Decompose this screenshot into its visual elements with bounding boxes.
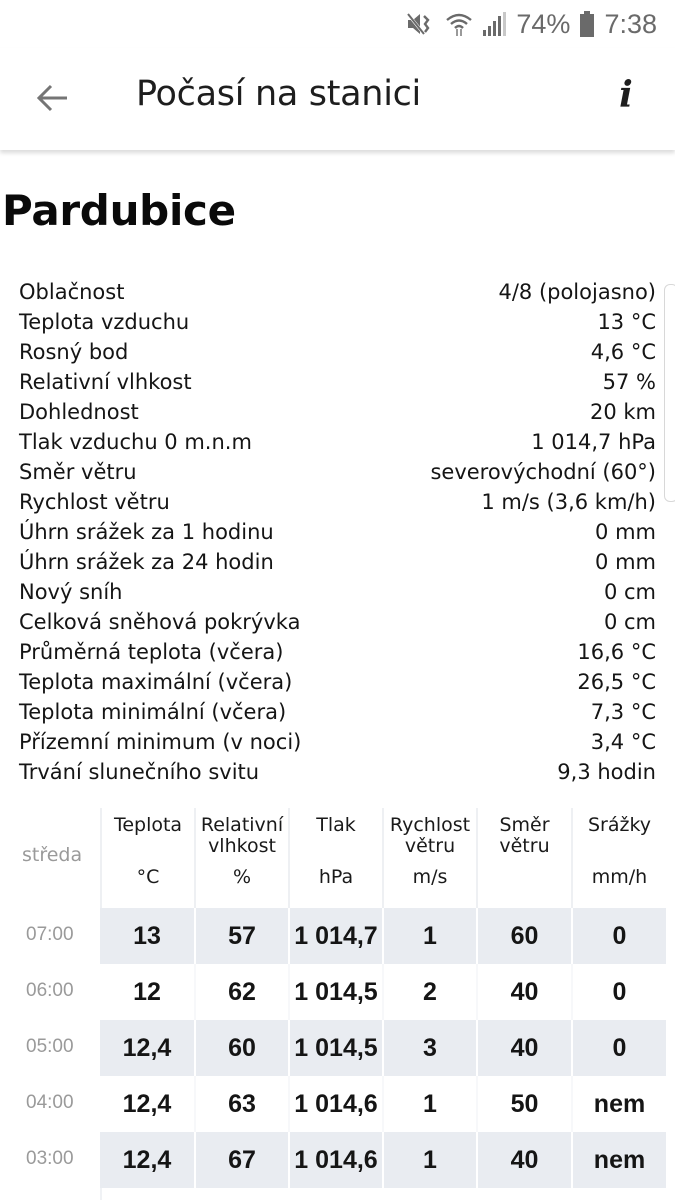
row-time: 07:00 — [26, 924, 74, 945]
summary-row — [19, 487, 656, 517]
scrollbar-thumb[interactable] — [664, 284, 675, 502]
row-cells — [100, 908, 666, 964]
column-title: Tlak — [316, 814, 356, 836]
summary-value: 7,3 °C — [590, 700, 656, 724]
cell-wind-direction: 50 — [476, 1076, 571, 1132]
row-time: 03:00 — [26, 1148, 74, 1169]
summary-label: Teplota vzduchu — [19, 310, 190, 334]
cell-pressure: 1 014,5 — [288, 964, 382, 1020]
summary-row — [19, 307, 656, 337]
summary-label: Relativní vlhkost — [19, 370, 192, 394]
cell-wind-direction: 40 — [476, 964, 571, 1020]
page-title: Počasí na stanici — [136, 74, 421, 114]
cell-precipitation: 0 — [571, 908, 666, 964]
column-unit: mm/h — [591, 866, 648, 888]
summary-row — [19, 757, 656, 787]
summary-row — [19, 727, 656, 757]
summary-value: severovýchodní (60°) — [430, 460, 656, 484]
row-cells — [100, 1188, 666, 1200]
summary-row — [19, 607, 656, 637]
summary-value: 3,4 °C — [590, 730, 656, 754]
cell-humidity: 67 — [194, 1132, 288, 1188]
info-button[interactable] — [611, 74, 641, 124]
cell-wind-speed: 2 — [382, 964, 476, 1020]
cell-temperature: 13 — [133, 922, 161, 950]
cell-wind-direction: 40 — [476, 1132, 571, 1188]
summary-row — [19, 577, 656, 607]
column-title: Směr — [499, 814, 550, 836]
cell-temperature: 12 — [133, 978, 161, 1006]
summary-value: 0 mm — [595, 520, 656, 544]
summary-value: 4/8 (polojasno) — [498, 280, 656, 304]
mute-icon — [406, 12, 436, 36]
table-row — [0, 1020, 675, 1076]
summary-value: 20 km — [589, 400, 656, 424]
arrow-left-icon — [36, 84, 68, 116]
column-unit: m/s — [412, 866, 448, 888]
row-cells — [100, 964, 666, 1020]
summary-value: 0 cm — [603, 580, 656, 604]
summary-label: Trvání slunečního svitu — [19, 760, 260, 784]
column-header-wind-speed — [382, 808, 476, 908]
table-header — [0, 808, 675, 908]
app-bar — [0, 48, 675, 150]
summary-row — [19, 337, 656, 367]
summary-value: 0 mm — [595, 550, 656, 574]
summary-row — [19, 667, 656, 697]
day-label: středa — [22, 844, 83, 866]
row-time: 04:00 — [26, 1092, 74, 1113]
row-time: 06:00 — [26, 980, 74, 1001]
cell-wind-speed: 1 — [382, 908, 476, 964]
cell-humidity: 63 — [194, 1076, 288, 1132]
summary-row — [19, 367, 656, 397]
column-header-wind-direction — [476, 808, 571, 908]
summary-value: 26,5 °C — [577, 670, 656, 694]
station-name: Pardubice — [2, 186, 236, 235]
cell-wind-speed: 1 — [382, 1132, 476, 1188]
summary-row — [19, 427, 656, 457]
summary-value: 0 cm — [603, 610, 656, 634]
summary-list — [19, 277, 656, 787]
cell-pressure: 1 014,6 — [288, 1076, 382, 1132]
cell-wind-speed: 3 — [382, 1020, 476, 1076]
column-unit: % — [232, 866, 252, 888]
cell-wind-speed: 1 — [382, 1076, 476, 1132]
summary-label: Teplota minimální (včera) — [19, 700, 287, 724]
cell-wind-direction: 40 — [476, 1020, 571, 1076]
summary-value: 57 % — [602, 370, 656, 394]
battery-percent: 74% — [516, 8, 571, 39]
column-title: Relativní — [200, 814, 284, 836]
cell-pressure: 1 014,7 — [288, 908, 382, 964]
cell-temperature: 12,4 — [122, 1034, 172, 1062]
summary-label: Dohlednost — [19, 400, 139, 424]
summary-row — [19, 547, 656, 577]
row-time: 05:00 — [26, 1036, 74, 1057]
row-cells — [100, 1076, 666, 1132]
table-row — [0, 1076, 675, 1132]
summary-label: Průměrná teplota (včera) — [19, 640, 284, 664]
summary-label: Tlak vzduchu 0 m.n.m — [19, 430, 252, 454]
summary-label: Rychlost větru — [19, 490, 170, 514]
summary-value: 1 m/s (3,6 km/h) — [481, 490, 656, 514]
summary-value: 9,3 hodin — [557, 760, 656, 784]
summary-label: Celková sněhová pokrývka — [19, 610, 301, 634]
cell-humidity: 62 — [194, 964, 288, 1020]
table-row — [0, 908, 675, 964]
cell-precipitation: 0 — [571, 964, 666, 1020]
column-title: Srážky — [587, 814, 652, 836]
row-cells — [100, 1020, 666, 1076]
signal-icon — [482, 12, 506, 36]
cell-temperature: 12,4 — [122, 1146, 172, 1174]
summary-label: Nový sníh — [19, 580, 123, 604]
wifi-icon — [446, 12, 472, 36]
info-icon: i — [619, 74, 633, 116]
hourly-table — [0, 808, 675, 1174]
column-header-temperature — [100, 808, 194, 908]
summary-label: Rosný bod — [19, 340, 129, 364]
clock: 7:38 — [604, 8, 657, 39]
back-button[interactable] — [30, 78, 74, 122]
summary-label: Úhrn srážek za 24 hodin — [19, 550, 274, 574]
summary-row — [19, 517, 656, 547]
summary-value: 1 014,7 hPa — [531, 430, 656, 454]
row-cells — [100, 1132, 666, 1188]
summary-row — [19, 397, 656, 427]
summary-row — [19, 637, 656, 667]
column-unit: hPa — [318, 866, 354, 888]
column-title: vlhkost — [208, 835, 276, 857]
table-row — [0, 1132, 675, 1188]
summary-value: 4,6 °C — [590, 340, 656, 364]
summary-label: Úhrn srážek za 1 hodinu — [19, 520, 274, 544]
summary-label: Teplota maximální (včera) — [19, 670, 293, 694]
battery-icon — [580, 11, 594, 37]
column-title: Rychlost — [389, 814, 471, 836]
table-row — [0, 964, 675, 1020]
column-header-humidity — [194, 808, 288, 908]
summary-value: 16,6 °C — [577, 640, 656, 664]
table-row-partial — [0, 1188, 675, 1200]
summary-row — [19, 697, 656, 727]
cell-humidity: 57 — [194, 908, 288, 964]
column-title: Teplota — [113, 814, 183, 836]
column-unit: °C — [136, 866, 160, 888]
cell-precipitation: nem — [571, 1132, 666, 1188]
cell-humidity: 60 — [194, 1020, 288, 1076]
summary-label: Směr větru — [19, 460, 137, 484]
column-header-precipitation — [571, 808, 666, 908]
cell-pressure: 1 014,6 — [288, 1132, 382, 1188]
summary-row — [19, 457, 656, 487]
summary-value: 13 °C — [597, 310, 656, 334]
column-title: větru — [404, 835, 456, 857]
status-bar — [0, 0, 675, 48]
summary-label: Přízemní minimum (v noci) — [19, 730, 302, 754]
cell-precipitation: nem — [571, 1076, 666, 1132]
cell-pressure: 1 014,5 — [288, 1020, 382, 1076]
cell-precipitation: 0 — [571, 1020, 666, 1076]
summary-label: Oblačnost — [19, 280, 125, 304]
summary-row — [19, 277, 656, 307]
column-title: větru — [499, 835, 550, 857]
cell-temperature: 12,4 — [122, 1090, 172, 1118]
column-header-pressure — [288, 808, 382, 908]
cell-wind-direction: 60 — [476, 908, 571, 964]
